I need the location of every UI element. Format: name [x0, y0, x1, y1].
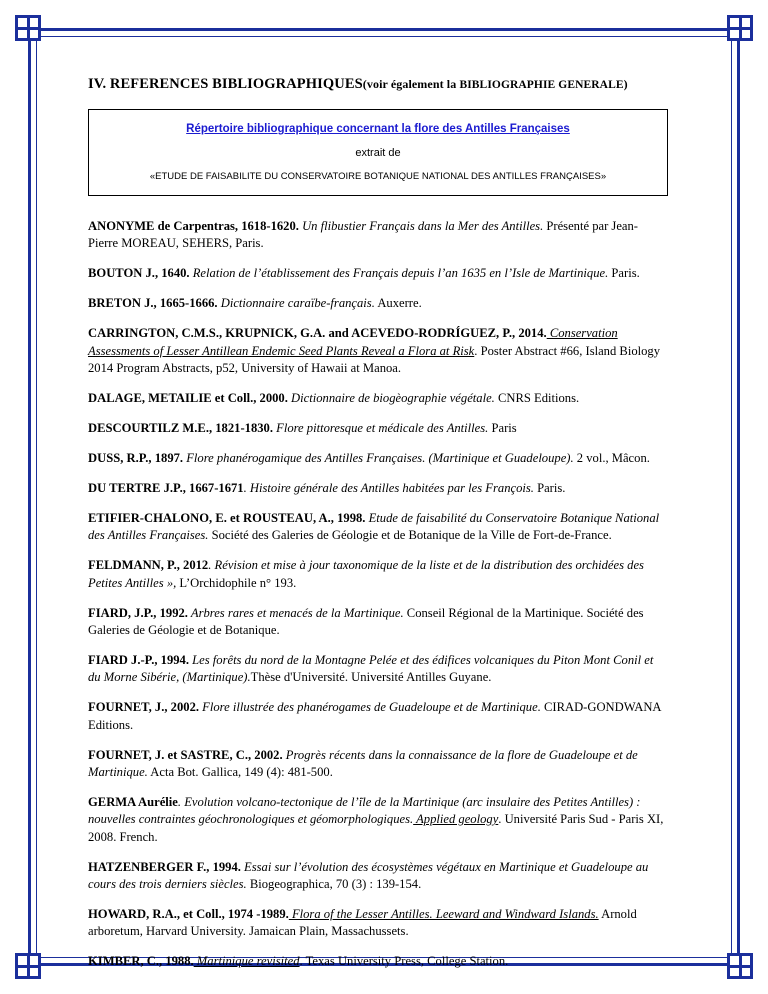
bibliography-entry	[88, 295, 668, 312]
entry-publication-info: L’Orchidophile n° 193.	[176, 575, 297, 590]
bibliography-entry	[88, 265, 668, 282]
entry-author: BRETON J., 1665-1666.	[88, 296, 218, 311]
corner-ornament-top-left	[15, 15, 41, 41]
entry-author: ETIFIER-CHALONO, E. et ROUSTEAU, A., 1998.	[88, 510, 366, 525]
bibliography-entry	[88, 390, 668, 407]
entry-publication-info: Conseil Régional de la Martinique. Société des Galeries de Géologie et de Botanique.	[88, 605, 644, 637]
source-box	[88, 109, 668, 196]
entry-publication-info: 2 vol., Mâcon.	[573, 450, 650, 465]
entry-title: Essai sur l’évolution des écosystèmes végétaux en Martinique et Guadeloupe au cours des trois derniers siècles.	[88, 859, 649, 892]
entry-publication-info: Paris.	[608, 266, 640, 281]
entry-author: DUSS, R.P., 1897.	[88, 450, 184, 465]
source-box-reference: «ETUDE DE FAISABILITE DU CONSERVATOIRE BOTANIQUE NATIONAL DES ANTILLES FRANÇAISES»	[149, 171, 607, 182]
entry-publication-info: Société des Galeries de Géologie et de Botanique de la Ville de Fort-de-France.	[208, 528, 612, 543]
bibliography-entry	[88, 218, 668, 253]
entry-author: HOWARD, R.A., et Coll., 1974 -1989.	[88, 907, 289, 921]
entry-author: KIMBER, C., 1988.	[88, 954, 194, 969]
entry-title: Les forêts du nord de la Montagne Pelée et des édifices volcaniques du Piton Mont Conil et du Morne Sibérie, (Martinique).	[88, 652, 654, 685]
entry-publication-info: Paris.	[533, 480, 566, 495]
entry-author: DU TERTRE J.P., 1667-1671	[88, 480, 244, 495]
entry-author: CARRINGTON, C.M.S., KRUPNICK, G.A. and ACEVEDO-RODRÍGUEZ, P., 2014.	[88, 326, 547, 341]
corner-ornament-bottom-right	[727, 953, 753, 979]
source-box-title: Répertoire bibliographique concernant la flore des Antilles Françaises	[186, 123, 570, 135]
entry-author: FOURNET, J. et SASTRE, C., 2002.	[88, 747, 283, 762]
entry-title-underlined: Martinique revisited	[193, 954, 300, 969]
section-title-paren-close: )	[623, 77, 628, 91]
entry-author: FIARD, J.P., 1992.	[88, 605, 188, 620]
bibliography-entry	[88, 450, 668, 467]
entry-publication-info: Acta Bot. Gallica, 149 (4): 481-500.	[147, 764, 333, 779]
entry-publication-info: CIRAD-GONDWANA Editions.	[88, 700, 661, 732]
entry-title: . Révision et mise à jour taxonomique de la liste et de la distribution des orchidées des Petites Antilles »,	[88, 558, 644, 590]
entry-title: Dictionnaire de biogèographie végétale.	[287, 391, 495, 405]
entry-title: Progrès récents dans la connaissance de la flore de Guadeloupe et de Martinique.	[88, 747, 638, 779]
entry-publication-info: Thèse d'Université. Université Antilles Guyane.	[250, 670, 492, 685]
entry-publication-info: . Texas University Press, College Station.	[299, 954, 509, 969]
bibliography-entry	[88, 859, 668, 894]
bibliography-entry	[88, 747, 668, 782]
bibliography-entry	[88, 605, 668, 640]
entry-publication-info: . Poster Abstract #66, Island Biology 2014 Program Abstracts, p52, University of Hawaii at Manoa.	[88, 343, 661, 376]
bibliography-entry	[88, 699, 668, 734]
entry-publication-info: Arnold arboretum, Harvard University. Jamaican Plain, Massachussets.	[88, 907, 637, 939]
bibliography-entry	[88, 652, 668, 687]
entry-title: Flore phanérogamique des Antilles Françaises. (Martinique et Guadeloupe).	[183, 450, 574, 465]
bibliography-list	[88, 218, 668, 971]
entry-publication-info: CNRS Editions.	[494, 391, 580, 405]
entry-title: Un flibustier Français dans la Mer des Antilles.	[298, 219, 544, 233]
section-title-smallcaps: BIBLIOGRAPHIE GENERALE	[459, 79, 624, 91]
entry-author: FELDMANN, P., 2012	[88, 558, 209, 573]
entry-title: Flore illustrée des phanérogames de Guadeloupe et de Martinique.	[199, 700, 541, 715]
entry-author: HATZENBERGER F., 1994.	[88, 859, 241, 874]
corner-ornament-bottom-left	[15, 953, 41, 979]
entry-title: Dictionnaire caraïbe-français.	[217, 296, 375, 311]
bibliography-entry	[88, 420, 668, 437]
corner-ornament-top-right	[727, 15, 753, 41]
source-box-subtitle: extrait de	[355, 147, 401, 159]
entry-publication-info: Biogeographica, 70 (3) : 139-154.	[246, 877, 422, 892]
entry-publication-info: Présenté par Jean-Pierre MOREAU, SEHERS, Paris.	[88, 219, 638, 251]
entry-author: GERMA Aurélie	[88, 794, 178, 809]
page-title	[88, 76, 668, 93]
entry-publication-info: . Université Paris Sud - Paris XI, 2008. French.	[88, 812, 664, 844]
bibliography-entry	[88, 480, 668, 497]
entry-author: DESCOURTILZ M.E., 1821-1830.	[88, 420, 273, 435]
bibliography-entry	[88, 325, 668, 377]
bibliography-entry	[88, 953, 668, 970]
entry-publication-info: Paris	[488, 420, 517, 435]
entry-title: Arbres rares et menacés de la Martinique.	[187, 605, 404, 620]
entry-title-underlined: Applied geology	[413, 812, 499, 827]
entry-title: Relation de l’établissement des Français depuis l’an 1635 en l’Isle de Martinique.	[189, 266, 609, 281]
entry-title: Flore pittoresque et médicale des Antilles.	[272, 420, 489, 435]
bibliography-entry	[88, 794, 668, 846]
bibliography-entry	[88, 906, 668, 941]
entry-title-underlined: Flora of the Lesser Antilles. Leeward and Windward Islands.	[288, 907, 599, 921]
entry-author: FIARD J.-P., 1994.	[88, 652, 189, 667]
entry-author: DALAGE, METAILIE et Coll., 2000.	[88, 391, 288, 405]
entry-title: . Histoire générale des Antilles habitées par les François.	[243, 480, 534, 495]
entry-author: ANONYME de Carpentras, 1618-1620.	[88, 219, 299, 233]
bibliography-entry	[88, 557, 668, 592]
entry-author: FOURNET, J., 2002.	[88, 700, 200, 715]
section-title-text: IV. REFERENCES BIBLIOGRAPHIQUES	[88, 76, 363, 92]
entry-title: Etude de faisabilité du Conservatoire Botanique National des Antilles Françaises.	[88, 510, 660, 543]
entry-author: BOUTON J., 1640.	[88, 266, 190, 281]
entry-publication-info: Auxerre.	[374, 296, 422, 311]
entry-title-underlined: Conservation Assessments of Lesser Antillean Endemic Seed Plants Reveal a Flora at Risk	[88, 326, 618, 358]
document-content	[88, 76, 668, 983]
bibliography-entry	[88, 510, 668, 545]
section-title-paren-open: (voir également la	[362, 77, 460, 91]
entry-title: . Evolution volcano-tectonique de l’̈ile de la Martinique (arc insulaire des Petites Antilles) : nouvelles contraintes géochronologiques et géomorphologiques.	[88, 794, 641, 827]
